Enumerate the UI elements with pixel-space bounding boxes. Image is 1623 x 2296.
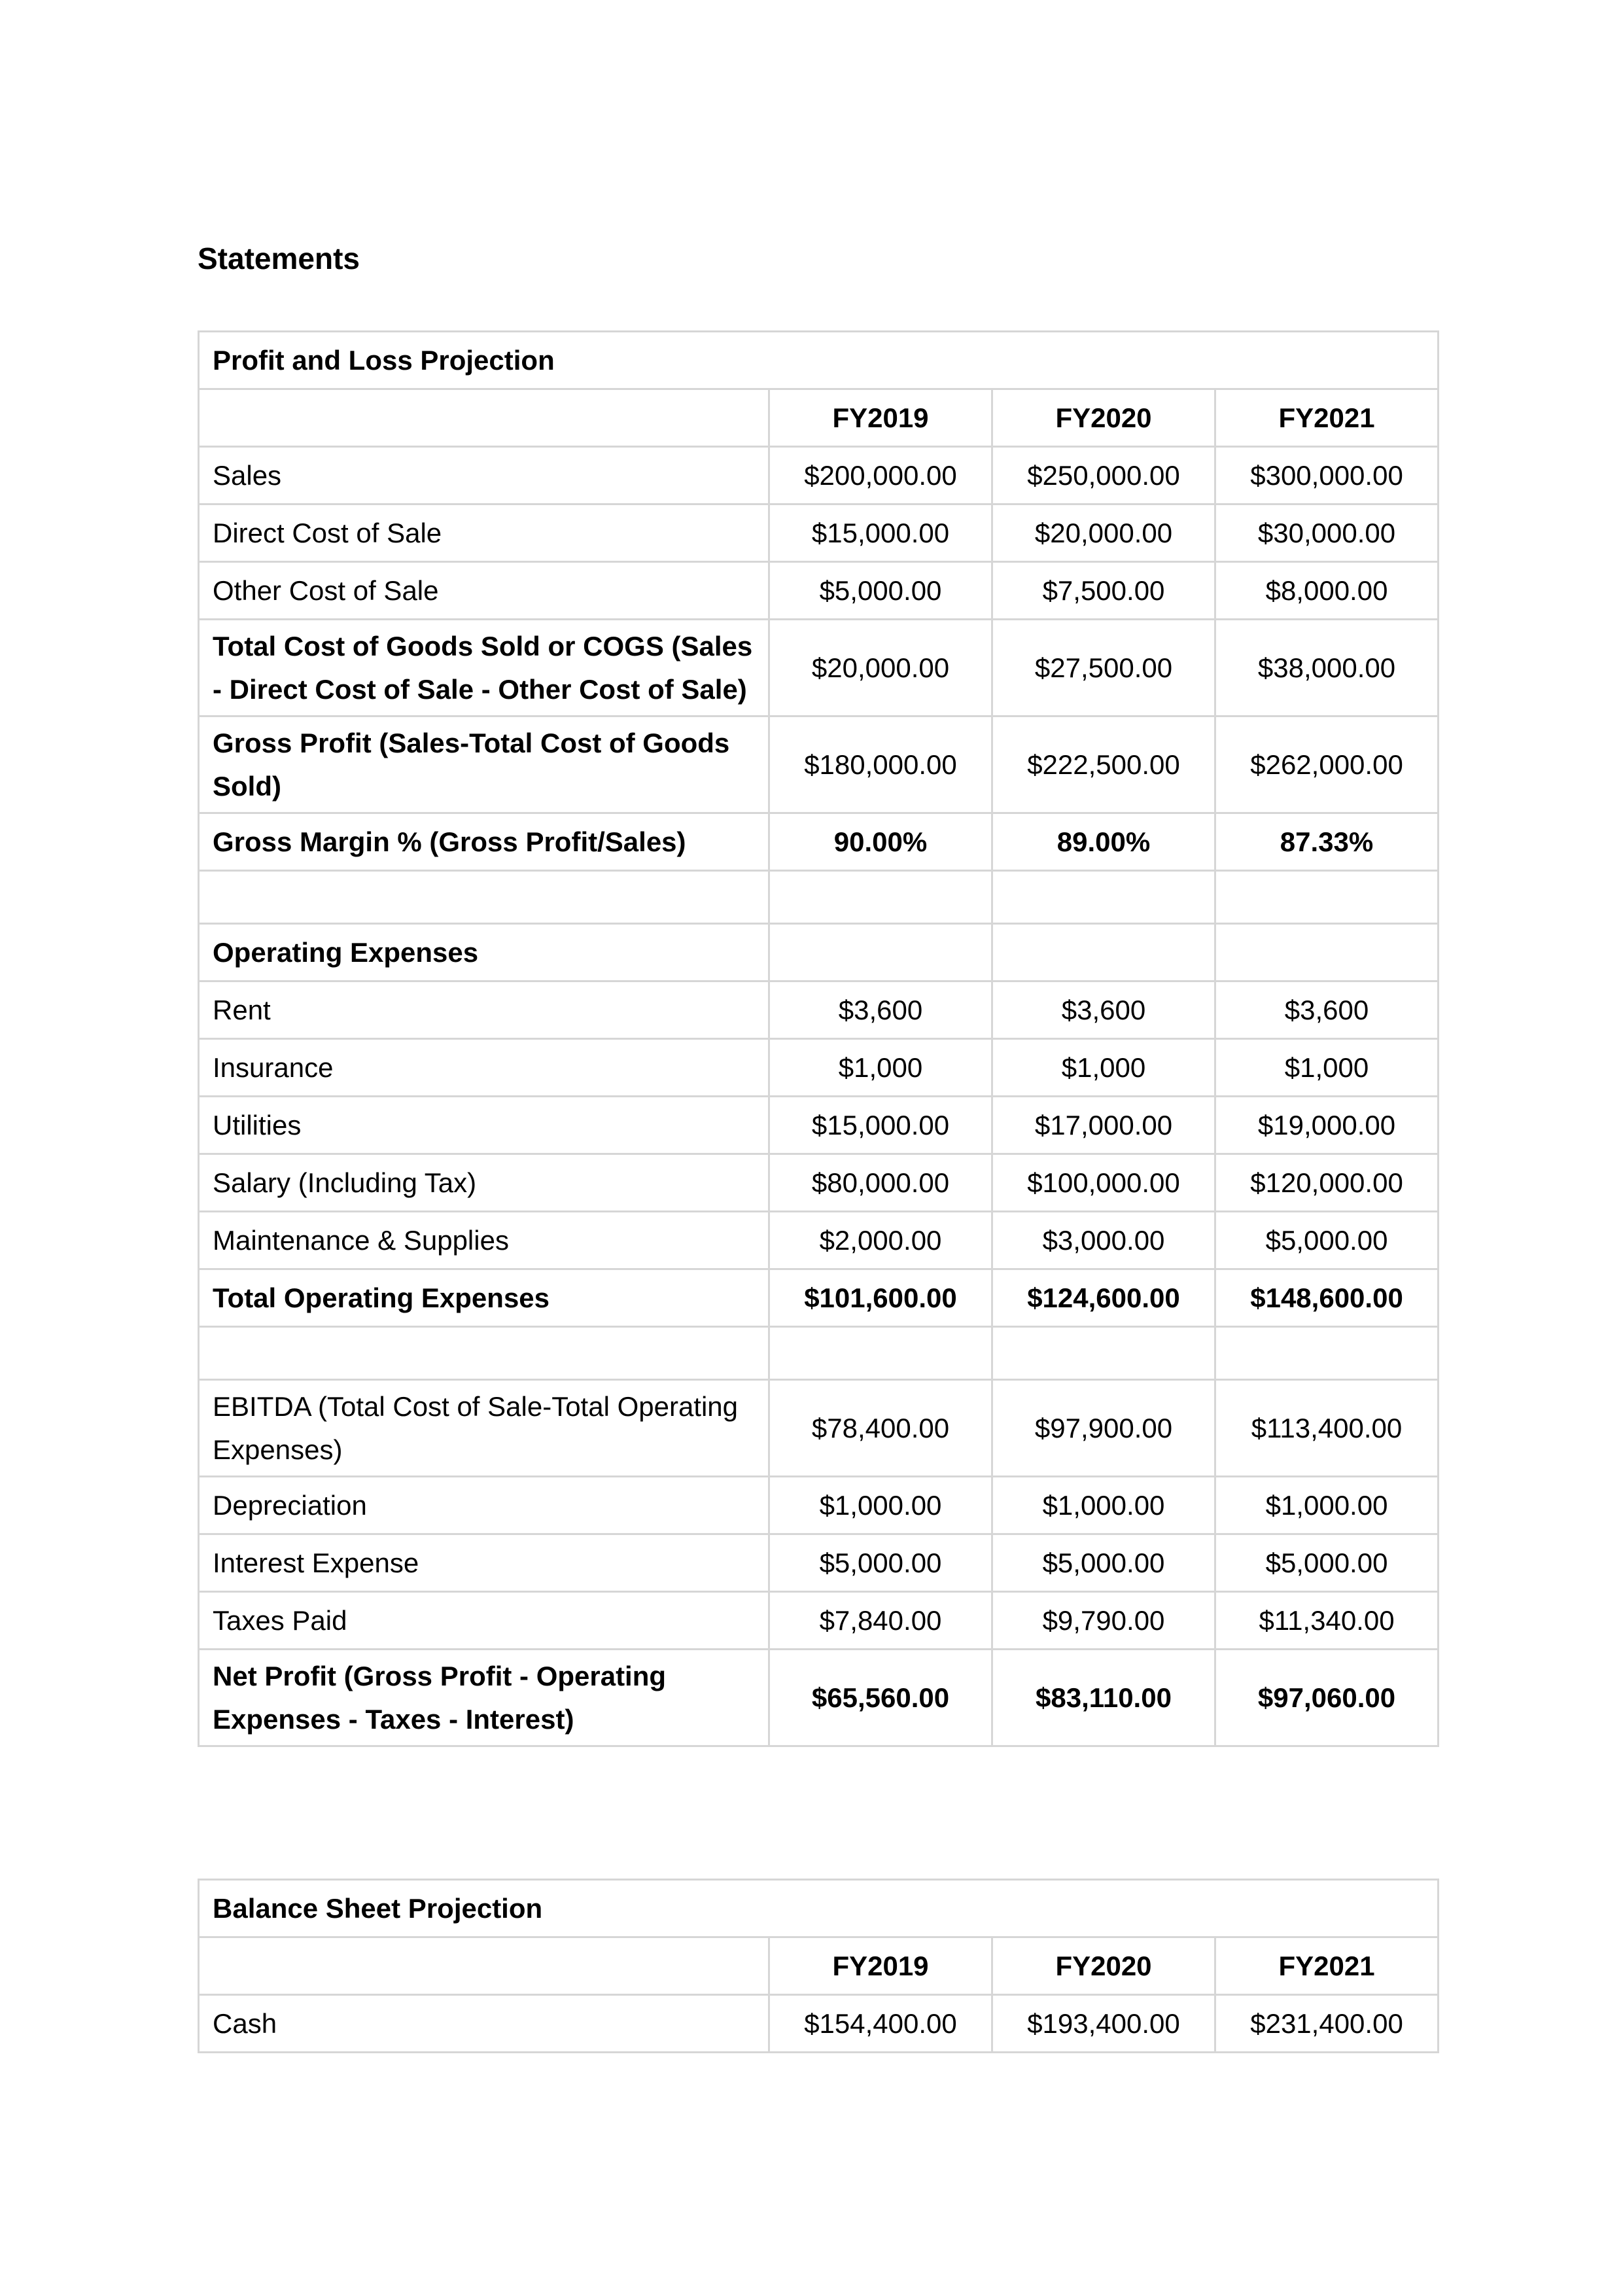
table-row: [199, 1534, 1439, 1592]
year-header-row: [199, 1937, 1439, 1995]
balance-sheet-table: [198, 1879, 1439, 2053]
header-blank-cell: [199, 1937, 769, 1995]
row-label: Other Cost of Sale: [199, 562, 769, 620]
row-value: [1215, 871, 1439, 924]
table-row: [199, 1154, 1439, 1212]
row-label: Rent: [199, 981, 769, 1039]
row-value: $5,000.00: [1215, 1534, 1439, 1592]
row-value: $1,000.00: [1215, 1477, 1439, 1534]
row-value: $83,110.00: [992, 1650, 1215, 1746]
row-value: $3,600: [769, 981, 992, 1039]
table-title: Profit and Loss Projection: [199, 332, 1439, 389]
row-label: Sales: [199, 447, 769, 504]
row-value: $1,000: [769, 1039, 992, 1097]
row-value: [769, 1327, 992, 1380]
row-value: $7,500.00: [992, 562, 1215, 620]
spacer-row: [199, 871, 1439, 924]
row-value: 90.00%: [769, 813, 992, 871]
row-value: $80,000.00: [769, 1154, 992, 1212]
row-value: $97,900.00: [992, 1380, 1215, 1477]
row-value: [769, 924, 992, 981]
row-value: [992, 924, 1215, 981]
table-title: Balance Sheet Projection: [199, 1880, 1439, 1937]
row-label: Cash: [199, 1995, 769, 2053]
table-row: [199, 1592, 1439, 1650]
row-value: $262,000.00: [1215, 716, 1439, 813]
row-value: $15,000.00: [769, 504, 992, 562]
row-value: $231,400.00: [1215, 1995, 1439, 2053]
row-value: [992, 1327, 1215, 1380]
row-value: $9,790.00: [992, 1592, 1215, 1650]
year-header: FY2019: [769, 389, 992, 447]
row-value: $17,000.00: [992, 1097, 1215, 1154]
row-label: Net Profit (Gross Profit - Operating Expenses - Taxes - Interest): [199, 1650, 769, 1746]
row-value: $5,000.00: [1215, 1212, 1439, 1269]
page-heading: Statements: [198, 241, 360, 275]
row-value: $100,000.00: [992, 1154, 1215, 1212]
row-value: $65,560.00: [769, 1650, 992, 1746]
row-value: $11,340.00: [1215, 1592, 1439, 1650]
table-row: [199, 620, 1439, 716]
row-value: $20,000.00: [769, 620, 992, 716]
row-value: $154,400.00: [769, 1995, 992, 2053]
row-value: $30,000.00: [1215, 504, 1439, 562]
year-header: FY2020: [992, 389, 1215, 447]
row-value: $97,060.00: [1215, 1650, 1439, 1746]
table-row: [199, 1097, 1439, 1154]
row-value: $1,000.00: [992, 1477, 1215, 1534]
row-value: $3,000.00: [992, 1212, 1215, 1269]
row-label: Gross Margin % (Gross Profit/Sales): [199, 813, 769, 871]
header-blank-cell: [199, 389, 769, 447]
row-label: Direct Cost of Sale: [199, 504, 769, 562]
section-label: Operating Expenses: [199, 924, 769, 981]
table-row: [199, 1212, 1439, 1269]
spacer-row: [199, 1327, 1439, 1380]
row-value: $113,400.00: [1215, 1380, 1439, 1477]
table-row: [199, 981, 1439, 1039]
net-profit-row: [199, 1650, 1439, 1746]
table-row: [199, 504, 1439, 562]
table-row: [199, 1477, 1439, 1534]
row-value: $7,840.00: [769, 1592, 992, 1650]
table-row: [199, 716, 1439, 813]
row-value: $19,000.00: [1215, 1097, 1439, 1154]
row-value: $78,400.00: [769, 1380, 992, 1477]
row-value: $1,000: [992, 1039, 1215, 1097]
row-value: $2,000.00: [769, 1212, 992, 1269]
row-value: $20,000.00: [992, 504, 1215, 562]
row-label: Total Operating Expenses: [199, 1269, 769, 1327]
row-value: [1215, 1327, 1439, 1380]
row-label: Maintenance & Supplies: [199, 1212, 769, 1269]
row-value: $1,000.00: [769, 1477, 992, 1534]
table-row: [199, 1995, 1439, 2053]
year-header: FY2019: [769, 1937, 992, 1995]
row-label: Salary (Including Tax): [199, 1154, 769, 1212]
row-label: [199, 871, 769, 924]
year-header: FY2020: [992, 1937, 1215, 1995]
row-value: 87.33%: [1215, 813, 1439, 871]
row-value: $5,000.00: [769, 562, 992, 620]
row-value: $15,000.00: [769, 1097, 992, 1154]
row-value: $38,000.00: [1215, 620, 1439, 716]
year-header: FY2021: [1215, 389, 1439, 447]
row-value: [992, 871, 1215, 924]
table-row: [199, 1380, 1439, 1477]
table-row: [199, 447, 1439, 504]
row-value: $250,000.00: [992, 447, 1215, 504]
row-label: Interest Expense: [199, 1534, 769, 1592]
row-label: Utilities: [199, 1097, 769, 1154]
row-value: $200,000.00: [769, 447, 992, 504]
row-value: $8,000.00: [1215, 562, 1439, 620]
row-value: $148,600.00: [1215, 1269, 1439, 1327]
row-value: $3,600: [992, 981, 1215, 1039]
row-label: Depreciation: [199, 1477, 769, 1534]
row-value: $1,000: [1215, 1039, 1439, 1097]
table-row: [199, 1039, 1439, 1097]
row-label: Taxes Paid: [199, 1592, 769, 1650]
row-label: [199, 1327, 769, 1380]
row-value: $5,000.00: [769, 1534, 992, 1592]
year-header-row: [199, 389, 1439, 447]
row-label: Insurance: [199, 1039, 769, 1097]
row-value: 89.00%: [992, 813, 1215, 871]
table-row: [199, 813, 1439, 871]
row-value: $124,600.00: [992, 1269, 1215, 1327]
row-label: Gross Profit (Sales-Total Cost of Goods Sold): [199, 716, 769, 813]
row-value: $3,600: [1215, 981, 1439, 1039]
total-row: [199, 1269, 1439, 1327]
row-value: $101,600.00: [769, 1269, 992, 1327]
row-value: [769, 871, 992, 924]
row-value: $5,000.00: [992, 1534, 1215, 1592]
section-header-row: [199, 924, 1439, 981]
row-value: $120,000.00: [1215, 1154, 1439, 1212]
profit-loss-table: [198, 330, 1439, 1747]
row-value: $180,000.00: [769, 716, 992, 813]
row-value: $222,500.00: [992, 716, 1215, 813]
row-value: $193,400.00: [992, 1995, 1215, 2053]
row-value: [1215, 924, 1439, 981]
row-label: EBITDA (Total Cost of Sale-Total Operating Expenses): [199, 1380, 769, 1477]
row-value: $300,000.00: [1215, 447, 1439, 504]
table-row: [199, 562, 1439, 620]
year-header: FY2021: [1215, 1937, 1439, 1995]
row-label: Total Cost of Goods Sold or COGS (Sales - Direct Cost of Sale - Other Cost of Sale): [199, 620, 769, 716]
row-value: $27,500.00: [992, 620, 1215, 716]
